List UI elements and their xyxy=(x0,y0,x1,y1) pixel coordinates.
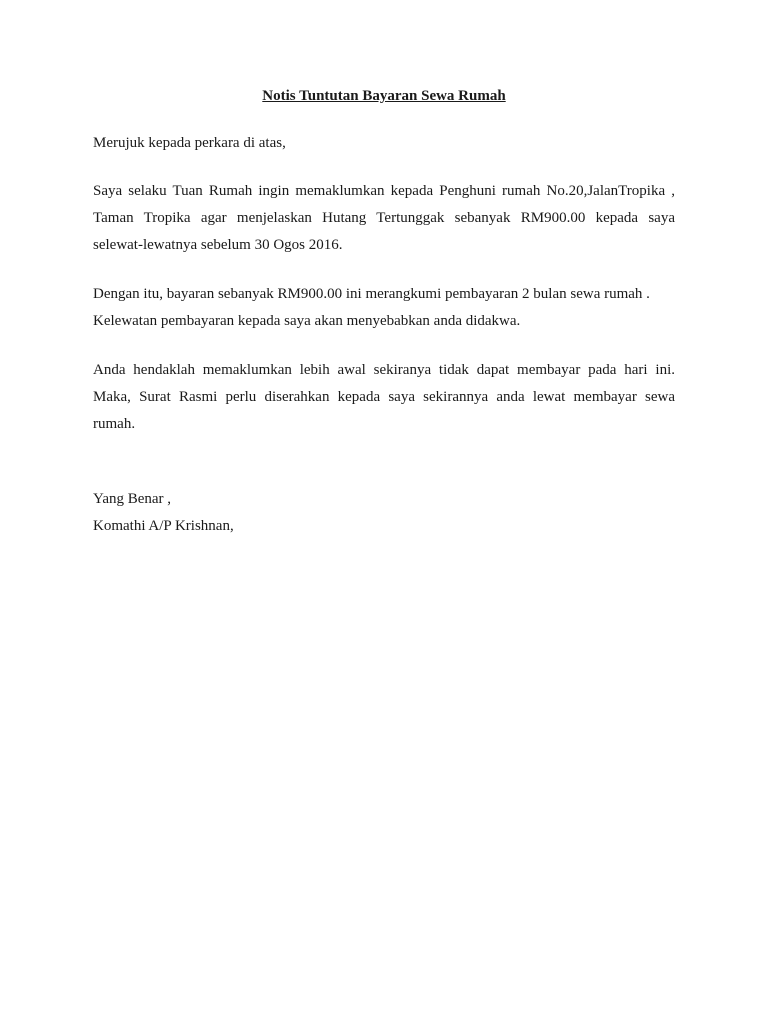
paragraph-line: Dengan itu, bayaran sebanyak RM900.00 ini merangkumi pembayaran 2 bulan sewa rumah . xyxy=(93,286,650,302)
letter-greeting: Merujuk kepada perkara di atas, xyxy=(93,135,286,151)
paragraph-line: selewat-lewatnya sebelum 30 Ogos 2016. xyxy=(93,237,343,253)
paragraph-line: Taman Tropika agar menjelaskan Hutang Tertunggak sebanyak RM900.00 kepada saya xyxy=(93,210,675,226)
paragraph-advice xyxy=(93,357,675,438)
closing-salutation: Yang Benar , xyxy=(93,491,172,507)
letter-body xyxy=(93,86,675,540)
paragraph-payment xyxy=(93,281,675,335)
letter-title: Notis Tuntutan Bayaran Sewa Rumah xyxy=(262,88,506,104)
paragraph-line: Kelewatan pembayaran kepada saya akan menyebabkan anda didakwa. xyxy=(93,313,521,329)
paragraph-line: Maka, Surat Rasmi perlu diserahkan kepada saya sekirannya anda lewat membayar sewa xyxy=(93,389,675,405)
paragraph-notice xyxy=(93,178,675,259)
signatory-name: Komathi A/P Krishnan, xyxy=(93,518,234,534)
letter-closing xyxy=(93,486,675,540)
paragraph-line: Anda hendaklah memaklumkan lebih awal sekiranya tidak dapat membayar pada hari ini. xyxy=(93,362,675,378)
paragraph-line: rumah. xyxy=(93,416,136,432)
paragraph-line: Saya selaku Tuan Rumah ingin memaklumkan kepada Penghuni rumah No.20,JalanTropika , xyxy=(93,183,675,199)
